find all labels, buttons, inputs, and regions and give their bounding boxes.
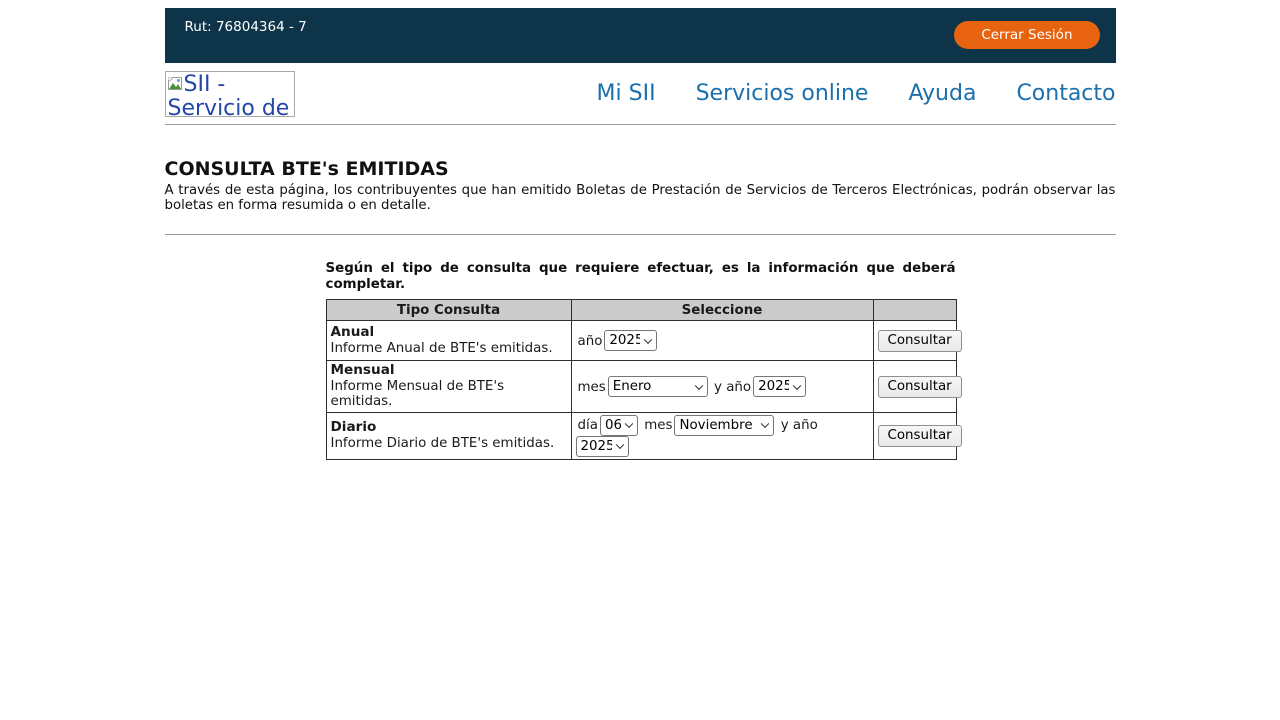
row-anual-controls-cell	[571, 321, 873, 361]
mensual-month-select[interactable]	[608, 376, 708, 397]
row-mensual-type-cell	[326, 361, 571, 413]
row-mensual-action-cell	[873, 361, 956, 413]
header-divider	[165, 124, 1116, 125]
broken-image-icon	[168, 77, 183, 91]
diario-month-select[interactable]	[674, 415, 774, 436]
sii-logo-link[interactable]	[165, 71, 295, 117]
consult-table	[326, 299, 957, 460]
page-title: CONSULTA BTE's EMITIDAS	[164, 158, 449, 180]
mensual-consultar-button[interactable]: Consultar	[878, 376, 962, 398]
anual-year-label: año	[577, 333, 603, 349]
rut-label: Rut: 76804364 - 7	[184, 19, 307, 35]
row-diario-action-cell	[873, 412, 956, 459]
mensual-month-label: mes	[577, 379, 606, 395]
main-nav	[597, 81, 1116, 106]
row-diario-type: Diario	[330, 419, 377, 436]
page-description: A través de esta página, los contribuyentes que han emitido Boletas de Prestación de Servicios de Terceros Electrónicas, podrán observar las boletas en forma resumida o en detalle.	[164, 183, 1116, 214]
anual-year-select[interactable]	[604, 330, 657, 351]
row-diario-type-cell	[326, 412, 571, 459]
diario-day-label: día	[577, 418, 598, 434]
consult-section	[326, 261, 956, 460]
logout-button[interactable]: Cerrar Sesión	[954, 21, 1099, 49]
diario-consultar-button[interactable]: Consultar	[878, 425, 962, 447]
page-container	[165, 0, 1116, 460]
column-header-action	[873, 300, 956, 321]
row-anual-type-cell	[326, 321, 571, 361]
mensual-year-label: y año	[714, 379, 752, 395]
diario-day-select[interactable]	[600, 415, 638, 436]
nav-link-contacto[interactable]: Contacto	[1016, 81, 1116, 106]
mensual-year-select[interactable]	[753, 376, 806, 397]
instruction-text: Según el tipo de consulta que requiere efectuar, es la información que deberá completar.	[325, 261, 956, 292]
column-header-seleccione: Seleccione	[571, 300, 873, 321]
table-row-diario	[326, 412, 956, 459]
nav-link-mi-sii[interactable]: Mi SII	[596, 81, 656, 106]
session-bar	[165, 8, 1116, 63]
table-header-row	[326, 300, 956, 321]
table-row-anual	[326, 321, 956, 361]
row-anual-description: Informe Anual de BTE's emitidas.	[330, 340, 553, 356]
row-diario-description: Informe Diario de BTE's emitidas.	[330, 435, 555, 451]
diario-month-label: mes	[644, 418, 673, 434]
row-anual-action-cell	[873, 321, 956, 361]
masthead	[165, 63, 1116, 124]
row-mensual-type: Mensual	[330, 362, 395, 379]
row-diario-controls-cell	[571, 412, 873, 459]
row-mensual-description: Informe Mensual de BTE's emitidas.	[330, 378, 505, 410]
column-header-tipo-consulta: Tipo Consulta	[326, 300, 571, 321]
diario-year-label: y año	[780, 418, 818, 434]
diario-year-select[interactable]	[576, 436, 629, 457]
row-anual-type: Anual	[330, 324, 375, 341]
logo-alt-text: SII - Servicio de	[167, 71, 290, 117]
section-divider	[165, 234, 1116, 235]
row-mensual-controls-cell	[571, 361, 873, 413]
anual-consultar-button[interactable]: Consultar	[878, 330, 962, 352]
nav-link-ayuda[interactable]: Ayuda	[908, 81, 977, 106]
table-row-mensual	[326, 361, 956, 413]
nav-link-servicios-online[interactable]: Servicios online	[695, 81, 869, 106]
